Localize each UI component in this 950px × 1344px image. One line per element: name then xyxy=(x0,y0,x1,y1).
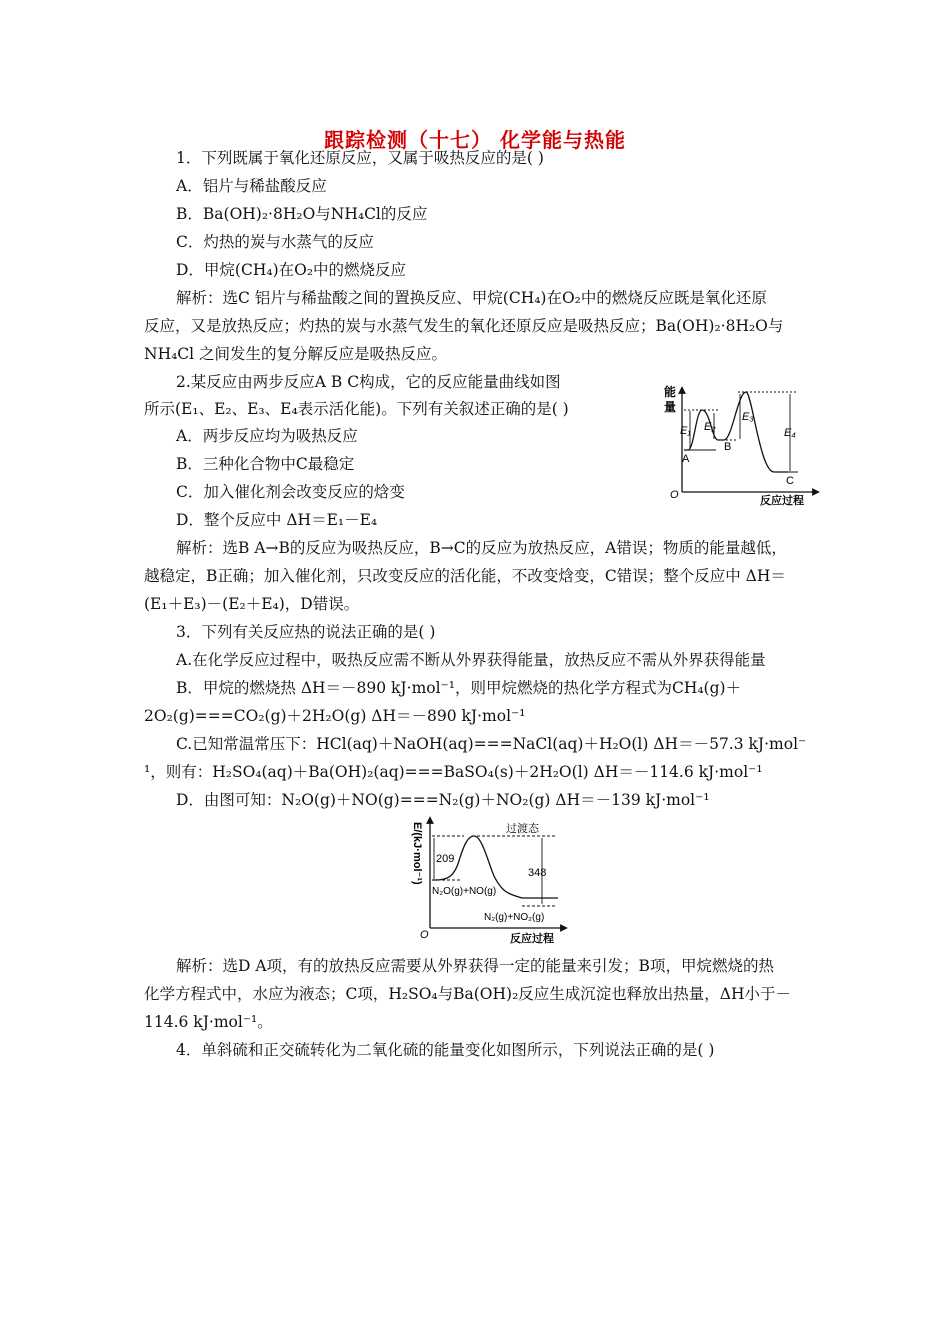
q1-option-d: D．甲烷(CH₄)在O₂中的燃烧反应 xyxy=(176,261,407,279)
q3-energy-diagram xyxy=(402,814,572,948)
fig2-reactants: N₂O(g)+NO(g) xyxy=(432,886,497,897)
q3-option-d: D．由图可知：N₂O(g)＋NO(g)===N₂(g)＋NO₂(g) ΔH＝－139 kJ·mol⁻¹ xyxy=(176,791,710,809)
fig1-origin: O xyxy=(670,489,679,501)
q2-option-c: C．加入催化剂会改变反应的焓变 xyxy=(176,483,405,501)
fig1-e2: E₂ xyxy=(704,421,716,433)
fig1-e1: E₁ xyxy=(680,425,691,437)
fig1-e4: E₄ xyxy=(784,427,796,439)
q1-analysis-line-3: NH₄Cl 之间发生的复分解反应是吸热反应。 xyxy=(144,345,448,363)
q3-stem: 3．下列有关反应热的说法正确的是( ) xyxy=(176,623,436,641)
q1-option-a: A．铝片与稀盐酸反应 xyxy=(176,177,327,195)
q1-option-c: C．灼热的炭与水蒸气的反应 xyxy=(176,233,374,251)
q3-option-c-line-1: C.已知常温常压下：HCl(aq)＋NaOH(aq)===NaCl(aq)＋H₂O(l) ΔH＝－57.3 kJ·mol⁻ xyxy=(176,735,807,753)
q3-option-b-line-1: B．甲烷的燃烧热 ΔH＝－890 kJ·mol⁻¹，则甲烷燃烧的热化学方程式为CH₄(g)＋ xyxy=(176,679,742,697)
q1-option-b: B．Ba(OH)₂·8H₂O与NH₄Cl的反应 xyxy=(176,205,428,223)
fig2-origin: O xyxy=(420,929,429,941)
fig2-products: N₂(g)+NO₂(g) xyxy=(484,912,545,923)
q2-stem-line-1: 2.某反应由两步反应A B C构成，它的反应能量曲线如图 xyxy=(176,373,561,391)
page-title: 跟踪检测（十七） 化学能与热能 xyxy=(324,128,626,152)
q2-analysis-line-1: 解析：选B A→B的反应为吸热反应，B→C的反应为放热反应，A错误；物质的能量越低， xyxy=(176,539,787,557)
fig1-xlabel: 反应过程 xyxy=(760,495,804,506)
q2-option-a: A．两步反应均为吸热反应 xyxy=(176,427,358,445)
fig1-point-c: C xyxy=(786,475,794,487)
q2-stem-line-2: 所示(E₁、E₂、E₃、E₄表示活化能)。下列有关叙述正确的是( ) xyxy=(144,400,569,418)
fig2-value-348: 348 xyxy=(528,867,547,879)
q3-option-a: A.在化学反应过程中，吸热反应需不断从外界获得能量，放热反应不需从外界获得能量 xyxy=(176,651,766,669)
fig1-ylabel-2: 量 xyxy=(664,400,677,414)
q3-analysis-line-2: 化学方程式中，水应为液态；C项，H₂SO₄与Ba(OH)₂反应生成沉淀也释放出热量，ΔH小于－ xyxy=(144,985,792,1003)
q2-energy-diagram xyxy=(656,380,822,506)
q2-option-b: B．三种化合物中C最稳定 xyxy=(176,455,355,473)
fig2-ylabel: E/(kJ·mol⁻¹) xyxy=(411,822,423,885)
q3-analysis-line-1: 解析：选D A项，有的放热反应需要从外界获得一定的能量来引发；B项，甲烷燃烧的热 xyxy=(176,957,774,975)
q1-stem: 1．下列既属于氧化还原反应，又属于吸热反应的是( ) xyxy=(176,149,544,167)
fig1-point-a: A xyxy=(682,453,690,465)
fig2-transition-state: 过渡态 xyxy=(506,823,539,835)
q2-analysis-line-2: 越稳定，B正确；加入催化剂，只改变反应的活化能，不改变焓变，C错误；整个反应中 ΔH＝ xyxy=(144,567,786,585)
fig2-xlabel: 反应过程 xyxy=(510,933,554,945)
fig1-ylabel-1: 能 xyxy=(664,385,677,399)
q3-option-c-line-2: ¹，则有：H₂SO₄(aq)＋Ba(OH)₂(aq)===BaSO₄(s)＋2H₂O(l) ΔH＝－114.6 kJ·mol⁻¹ xyxy=(144,763,763,781)
q2-option-d: D．整个反应中 ΔH＝E₁－E₄ xyxy=(176,511,378,529)
q1-analysis-line-2: 反应，又是放热反应；灼热的炭与水蒸气发生的氧化还原反应是吸热反应；Ba(OH)₂·8H₂O与 xyxy=(144,317,784,335)
fig1-e3: E₃ xyxy=(742,411,754,423)
q2-analysis-line-3: (E₁＋E₃)－(E₂＋E₄)，D错误。 xyxy=(144,595,360,613)
fig2-value-209: 209 xyxy=(436,853,455,865)
q3-option-b-line-2: 2O₂(g)===CO₂(g)＋2H₂O(g) ΔH＝－890 kJ·mol⁻¹ xyxy=(144,707,526,725)
fig1-point-b: B xyxy=(724,441,732,453)
q4-stem: 4．单斜硫和正交硫转化为二氧化硫的能量变化如图所示，下列说法正确的是( ) xyxy=(176,1041,715,1059)
q3-analysis-line-3: 114.6 kJ·mol⁻¹。 xyxy=(144,1013,273,1031)
q1-analysis-line-1: 解析：选C 铝片与稀盐酸之间的置换反应、甲烷(CH₄)在O₂中的燃烧反应既是氧化还原 xyxy=(176,289,767,307)
